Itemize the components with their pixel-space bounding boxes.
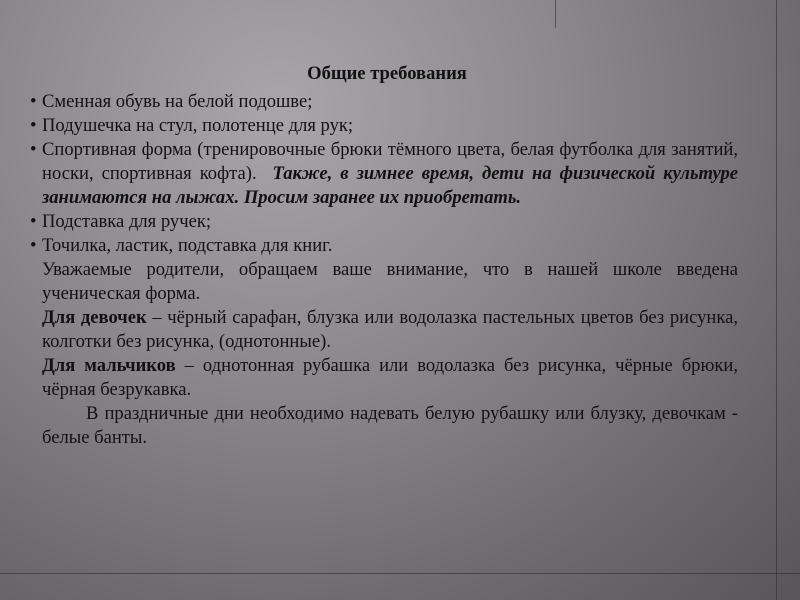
decorative-line-bottom [0,573,800,574]
girls-uniform [30,306,738,354]
list-item-supplies: • Точилка, ластик, подставка для книг. [30,234,738,258]
holiday-note: В праздничные дни необходимо надевать белую рубашку или блузку, девочкам - белые банты. [42,403,738,448]
sport-uniform-note: Также, в зимнее время, дети на физической культуре занимаются на лыжах. Просим заранее их приобретать. [42,163,739,208]
decorative-line-right [776,0,777,600]
boys-text: – однотонная рубашка или водолазка без рисунка, чёрные брюки, чёрная безрукавка. [42,355,738,400]
sport-uniform-text: Спортивная форма (тренировочные брюки тёмного цвета, белая футболка для занятий, носки, спортивная кофта). [42,139,738,184]
girls-label: Для девочек [42,307,147,328]
slide-content [30,62,738,450]
list-item-shoes: • Сменная обувь на белой подошве; [30,90,738,114]
list-item-cushion: • Подушечка на стул, полотенце для рук; [30,114,738,138]
list-item-pen-stand: • Подставка для ручек; [30,210,738,234]
boys-uniform [30,354,738,402]
decorative-line-top [555,0,556,28]
girls-text: – чёрный сарафан, блузка или водолазка пастельных цветов без рисунка, колготки без рисунка, (однотонные). [42,307,738,352]
list-item-sport-uniform [30,138,738,210]
uniform-notice: Уважаемые родители, обращаем ваше внимание, что в нашей школе введена ученическая форма. [42,259,738,304]
slide-title: Общие требования [307,63,467,84]
boys-label: Для мальчиков [42,355,176,376]
